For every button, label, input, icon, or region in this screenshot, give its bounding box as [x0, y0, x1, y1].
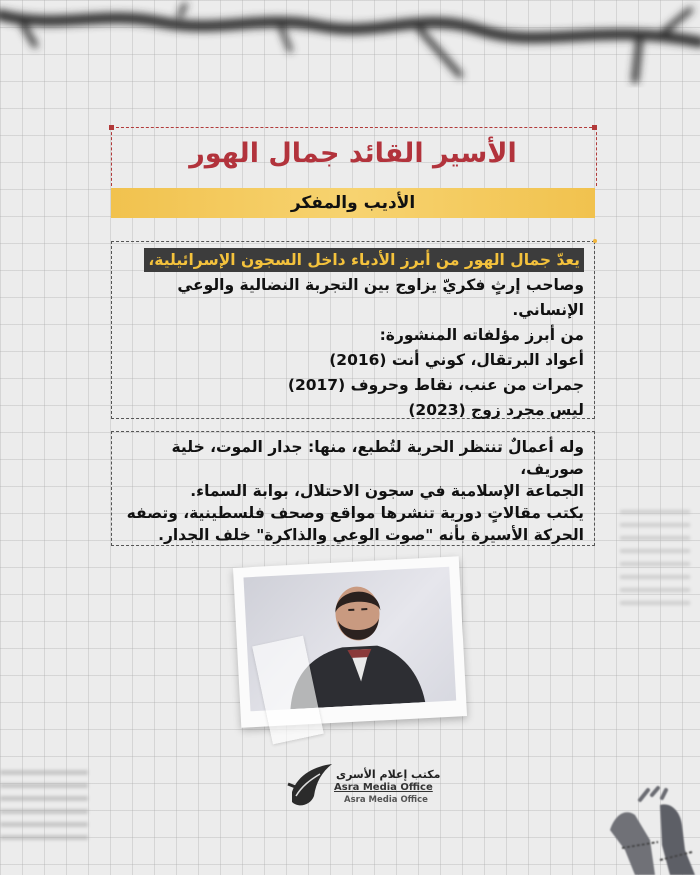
subtitle-bar	[111, 188, 595, 218]
intro-line: من أبرز مؤلفاته المنشورة:	[379, 326, 584, 344]
subtitle: الأديب والمفكر	[290, 193, 416, 213]
box-corner-dot	[593, 239, 597, 243]
chained-hands-icon	[600, 780, 700, 875]
logo-arabic-text: مكتب إعلام الأسرى	[336, 768, 441, 781]
frame-corner-right	[592, 125, 597, 130]
frame-corner-left	[109, 125, 114, 130]
book-item: جمرات من عنب، نقاط وحروف (2017)	[287, 376, 584, 394]
background-text-right	[620, 510, 690, 605]
asra-media-office-logo	[286, 762, 441, 810]
intro-highlight: يعدّ جمال الهور من أبرز الأدباء داخل السجون الإسرائيلية،	[144, 248, 584, 272]
works-line: وله أعمالٌ تنتظر الحرية لتُطبع، منها: جدار الموت، خلية صوريف،	[171, 438, 584, 478]
works-box	[111, 431, 595, 546]
page-title: الأسير القائد جمال الهور	[189, 138, 517, 169]
logo-english-subtext: Asra Media Office	[344, 795, 428, 805]
logo-english-text: Asra Media Office	[334, 782, 433, 793]
works-line: يكتب مقالاتٍ دورية تنشرها مواقع وصحف فلسطينية، وتصفه	[126, 504, 584, 522]
quill-logo-icon	[286, 762, 336, 810]
works-line: الجماعة الإسلامية في سجون الاحتلال، بوابة السماء.	[190, 482, 584, 500]
barbed-wire-decoration	[0, 0, 700, 90]
intro-line: وصاحب إرثٍ فكريّ يزاوج بين التجربة النضالية والوعي الإنساني.	[177, 276, 584, 319]
book-item: أعواد البرتقال، كوني أنت (2016)	[329, 351, 584, 369]
intro-box	[111, 241, 595, 419]
works-line: الحركة الأسيرة بأنه "صوت الوعي والذاكرة" خلف الجدار.	[158, 526, 584, 544]
book-item: ليس مجرد زوج (2023)	[408, 401, 584, 419]
background-text-left	[0, 770, 88, 845]
